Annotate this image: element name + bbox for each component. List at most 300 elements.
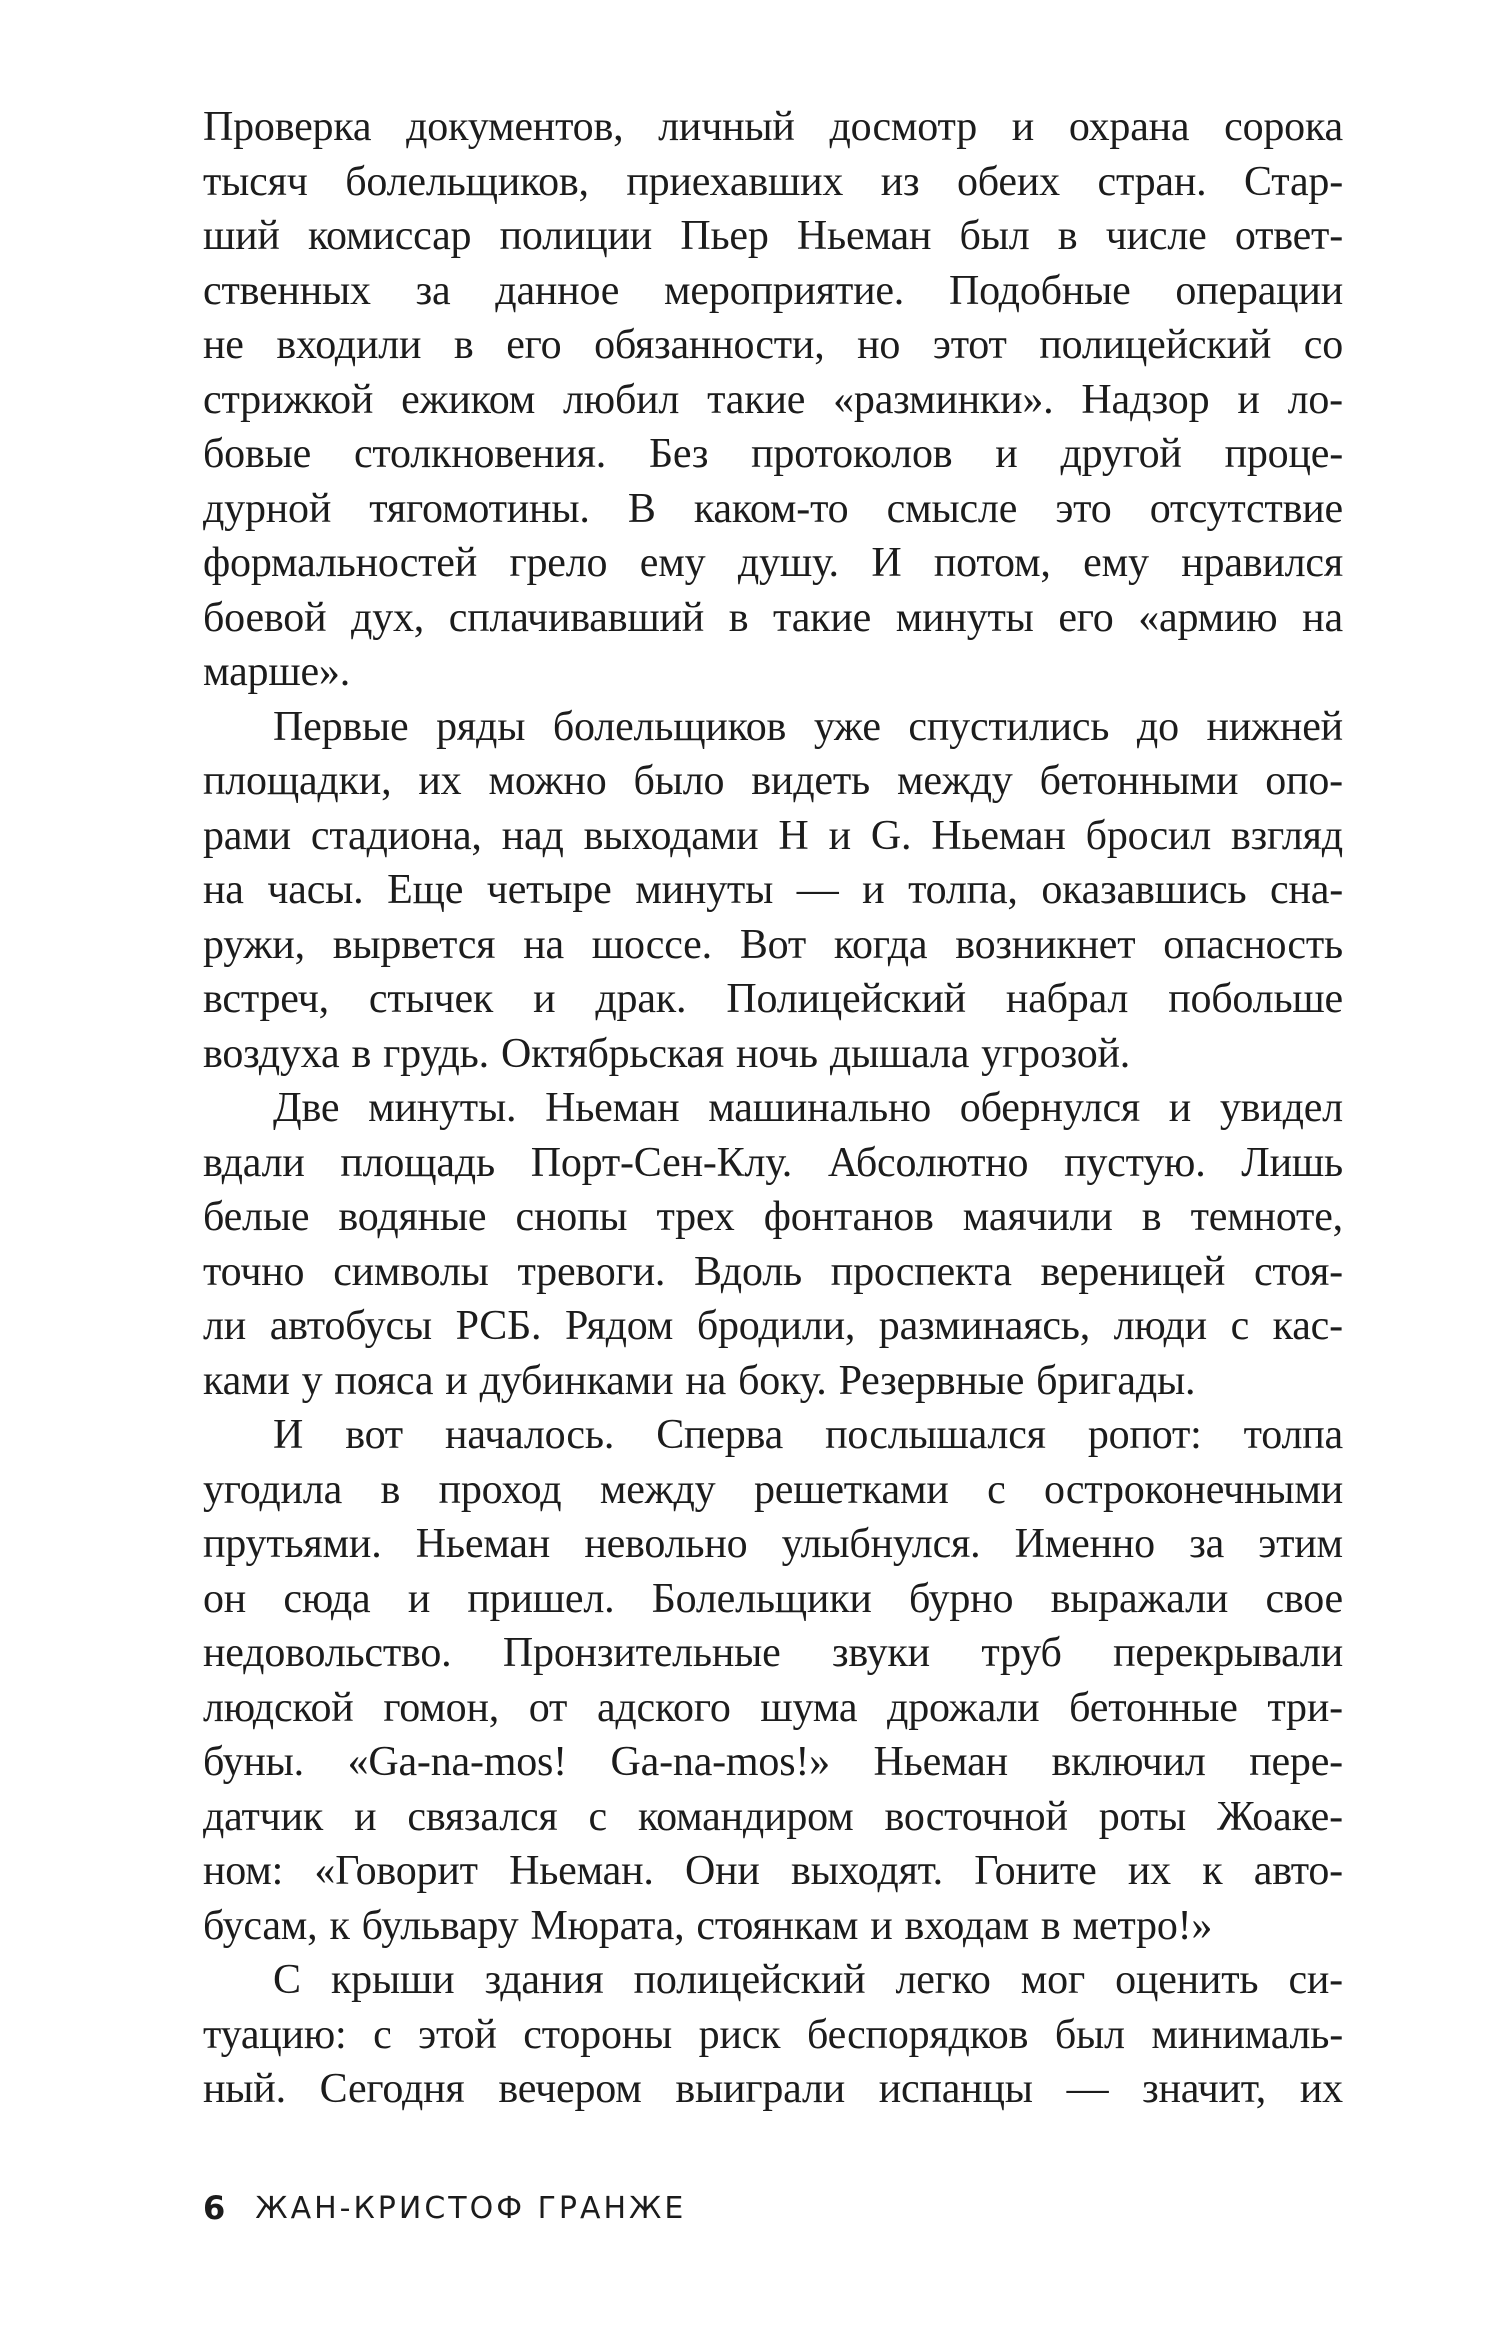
word: авто- bbox=[1253, 1848, 1343, 1894]
word: отсутствие bbox=[1149, 485, 1343, 532]
word: ли bbox=[203, 1303, 247, 1349]
word: вечером bbox=[498, 2066, 642, 2112]
word: улыбнулся. bbox=[781, 1521, 981, 1567]
word: потом, bbox=[933, 540, 1051, 586]
word: Сперва bbox=[656, 1412, 784, 1458]
word: между bbox=[599, 1466, 716, 1513]
word: минуты bbox=[635, 867, 774, 913]
word: входили bbox=[276, 322, 422, 368]
word: минуты. bbox=[368, 1085, 517, 1131]
word: душу. bbox=[737, 540, 839, 586]
word: остроконечными bbox=[1044, 1466, 1343, 1513]
word: Еще bbox=[387, 867, 464, 913]
running-title: ЖАН-КРИСТОФ ГРАНЖЕ bbox=[255, 2190, 687, 2226]
word: невольно bbox=[584, 1521, 748, 1567]
word: сплачивавший bbox=[448, 594, 705, 641]
word: набрал bbox=[1005, 976, 1129, 1022]
word: людской bbox=[203, 1684, 354, 1731]
word: дубинками bbox=[479, 1357, 674, 1404]
word: Вдоль bbox=[694, 1248, 802, 1295]
word: В bbox=[627, 485, 656, 532]
text-line bbox=[203, 1735, 1343, 1790]
word: началось. bbox=[445, 1412, 615, 1458]
word: H bbox=[778, 812, 809, 859]
word: Без bbox=[648, 431, 709, 477]
word: драк. bbox=[595, 976, 687, 1022]
word: ный. bbox=[203, 2066, 286, 2112]
word: на bbox=[1302, 594, 1343, 641]
text-line bbox=[203, 482, 1343, 537]
word: к bbox=[1202, 1848, 1223, 1894]
word: и bbox=[870, 1902, 893, 1949]
word: «Ga-na-mos! bbox=[347, 1739, 567, 1785]
word: оказавшись bbox=[1041, 867, 1247, 913]
word: этот bbox=[932, 322, 1007, 368]
word: значит, bbox=[1142, 2066, 1267, 2112]
word: Лишь bbox=[1241, 1139, 1343, 1186]
word: вырвется bbox=[332, 921, 496, 968]
word: но bbox=[857, 322, 901, 368]
word: связался bbox=[407, 1793, 558, 1840]
word: прутьями. bbox=[203, 1521, 382, 1567]
word: и bbox=[995, 431, 1018, 477]
word: вот bbox=[345, 1412, 403, 1458]
word: беспорядков bbox=[807, 2011, 1029, 2058]
word: туацию: bbox=[203, 2011, 347, 2058]
word: Рядом bbox=[564, 1303, 674, 1349]
word: спустились bbox=[908, 703, 1110, 750]
word: болельщиков, bbox=[345, 158, 589, 205]
word: выходами bbox=[583, 812, 759, 859]
word: си- bbox=[1288, 1957, 1343, 2003]
word: каком-то bbox=[693, 485, 849, 532]
word: дрожали bbox=[887, 1684, 1040, 1731]
word: вереницей bbox=[1040, 1248, 1226, 1295]
word: Сегодня bbox=[319, 2066, 465, 2112]
word: этой bbox=[418, 2011, 497, 2058]
text-line bbox=[203, 1899, 1343, 1954]
word: бетонными bbox=[1039, 758, 1239, 804]
word: бульвару bbox=[361, 1902, 519, 1949]
word: взгляд bbox=[1230, 812, 1343, 859]
word: Жоаке- bbox=[1216, 1793, 1343, 1840]
word: он bbox=[203, 1575, 247, 1622]
word: обернулся bbox=[959, 1085, 1141, 1131]
text-line bbox=[203, 1081, 1343, 1136]
word: выходят. bbox=[790, 1848, 943, 1894]
word: гомон, bbox=[383, 1684, 500, 1731]
word: когда bbox=[833, 921, 928, 968]
word: шума bbox=[760, 1684, 858, 1731]
word: Ньеман bbox=[545, 1085, 680, 1131]
word: фонтанов bbox=[763, 1194, 934, 1240]
word: мероприятие. bbox=[664, 267, 905, 314]
word: воздуха bbox=[203, 1030, 340, 1077]
word: можно bbox=[488, 758, 607, 804]
text-line bbox=[203, 1027, 1343, 1082]
word: испанцы bbox=[878, 2066, 1033, 2112]
word: бетонные bbox=[1069, 1684, 1238, 1731]
word: тревоги. bbox=[517, 1248, 666, 1295]
word: минималь- bbox=[1151, 2011, 1343, 2058]
word: «Говорит bbox=[314, 1848, 478, 1894]
word: Ga-na-mos!» bbox=[610, 1739, 830, 1785]
word: протоколов bbox=[751, 431, 953, 477]
word: метро!» bbox=[1072, 1902, 1213, 1949]
word: досмотр bbox=[829, 104, 978, 150]
text-line bbox=[203, 1299, 1343, 1354]
word: решетками bbox=[753, 1466, 949, 1513]
word: четыре bbox=[486, 867, 612, 913]
word: стоянкам bbox=[696, 1902, 859, 1949]
word: ряды bbox=[436, 703, 526, 750]
word: G. bbox=[870, 812, 912, 859]
word: на bbox=[523, 921, 564, 968]
word: угодила bbox=[203, 1466, 343, 1513]
word: Подобные bbox=[948, 267, 1131, 314]
word: включил bbox=[1051, 1739, 1206, 1785]
word: шоссе. bbox=[591, 921, 712, 968]
word: здания bbox=[484, 1957, 604, 2003]
word: Полицейский bbox=[726, 976, 966, 1022]
word: уже bbox=[813, 703, 881, 750]
word: их bbox=[1127, 1848, 1171, 1894]
text-line bbox=[203, 373, 1343, 428]
word: бовые bbox=[203, 431, 312, 477]
word: маячили bbox=[962, 1194, 1113, 1240]
word: обеих bbox=[957, 158, 1060, 205]
word: РСБ. bbox=[455, 1303, 542, 1349]
word: ружи, bbox=[203, 921, 305, 968]
text-line bbox=[203, 1463, 1343, 1518]
text-line bbox=[203, 809, 1343, 864]
word: видеть bbox=[751, 758, 870, 804]
word: столкновения. bbox=[353, 431, 607, 477]
word: опасность bbox=[1163, 921, 1343, 968]
word: в bbox=[453, 322, 474, 368]
word: Пьер bbox=[680, 213, 769, 259]
word: болельщиков bbox=[552, 703, 787, 750]
word: сорока bbox=[1224, 104, 1343, 150]
text-line bbox=[203, 754, 1343, 809]
word: три- bbox=[1267, 1684, 1343, 1731]
word: трех bbox=[656, 1194, 735, 1240]
word: ответ- bbox=[1234, 213, 1343, 259]
word: пришел. bbox=[467, 1575, 615, 1622]
word: перекрывали bbox=[1113, 1630, 1343, 1676]
word: Мюрата, bbox=[530, 1902, 685, 1949]
text-line bbox=[203, 1572, 1343, 1627]
word: и bbox=[862, 867, 885, 913]
text-line bbox=[203, 1844, 1343, 1899]
word: проход bbox=[438, 1466, 562, 1513]
word: и bbox=[533, 976, 556, 1022]
word: разминаясь, bbox=[878, 1303, 1091, 1349]
word: в bbox=[351, 1030, 372, 1077]
page-number: 6 bbox=[203, 2189, 226, 2227]
word: послышался bbox=[825, 1412, 1046, 1458]
word: стрижкой bbox=[203, 376, 374, 423]
word: смысле bbox=[886, 485, 1018, 532]
word: Пронзительные bbox=[502, 1630, 781, 1676]
word: встреч, bbox=[203, 976, 329, 1022]
word: и bbox=[828, 812, 851, 859]
word: Вот bbox=[739, 921, 807, 968]
word: «разминки». bbox=[833, 376, 1054, 423]
word: дурной bbox=[203, 485, 332, 532]
word: ло- bbox=[1287, 376, 1343, 423]
word: побольше bbox=[1168, 976, 1343, 1022]
word: буны. bbox=[203, 1739, 304, 1785]
word: возникнет bbox=[955, 921, 1136, 968]
word: за bbox=[1189, 1521, 1225, 1567]
word: стран. bbox=[1097, 158, 1207, 205]
word: «армию bbox=[1138, 594, 1278, 641]
text-line bbox=[203, 1354, 1343, 1409]
word: свое bbox=[1265, 1575, 1343, 1622]
word: между bbox=[896, 758, 1013, 804]
word: ему bbox=[1083, 540, 1149, 586]
word: такие bbox=[773, 594, 872, 641]
text-line bbox=[203, 1190, 1343, 1245]
word: площадь bbox=[340, 1139, 495, 1186]
word: Октябрьская bbox=[500, 1030, 724, 1077]
word: данное bbox=[495, 267, 620, 314]
text-line bbox=[203, 1517, 1343, 1572]
word: стадиона, bbox=[310, 812, 482, 859]
word: в bbox=[1040, 1902, 1061, 1949]
word: — bbox=[796, 867, 839, 913]
word: бродили, bbox=[696, 1303, 856, 1349]
word: сна- bbox=[1270, 867, 1343, 913]
word: точно bbox=[203, 1248, 305, 1295]
word: и bbox=[1011, 104, 1035, 150]
word: над bbox=[501, 812, 564, 859]
text-line bbox=[203, 700, 1343, 755]
word: И bbox=[273, 1412, 304, 1458]
word: полицейский bbox=[1039, 322, 1272, 368]
word: машинально bbox=[708, 1085, 932, 1131]
word: рами bbox=[203, 812, 291, 859]
word: восточной bbox=[884, 1793, 1068, 1840]
word: толпа, bbox=[908, 867, 1018, 913]
word: И bbox=[871, 540, 902, 586]
word: марше». bbox=[203, 649, 351, 695]
word: охрана bbox=[1068, 104, 1190, 150]
word: Они bbox=[684, 1848, 760, 1894]
word: риск bbox=[698, 2011, 781, 2058]
word: пустую. bbox=[1064, 1139, 1206, 1186]
word: Проверка bbox=[203, 104, 372, 150]
word: командиром bbox=[638, 1793, 854, 1840]
text-line bbox=[203, 645, 1343, 700]
word: Болельщики bbox=[651, 1575, 872, 1622]
word: пояса bbox=[334, 1357, 434, 1404]
word: грудь. bbox=[383, 1030, 489, 1077]
word: выиграли bbox=[675, 2066, 846, 2112]
word: люди bbox=[1113, 1303, 1207, 1349]
word: стороны bbox=[523, 2011, 673, 2058]
word: боевой bbox=[203, 594, 327, 641]
text-line bbox=[203, 536, 1343, 591]
word: недовольство. bbox=[203, 1630, 452, 1676]
word: труб bbox=[981, 1630, 1062, 1676]
word: Стар- bbox=[1244, 158, 1343, 205]
word: символы bbox=[333, 1248, 489, 1295]
word: кас- bbox=[1272, 1303, 1343, 1349]
text-line bbox=[203, 591, 1343, 646]
word: часы. bbox=[267, 867, 364, 913]
word: водяные bbox=[338, 1194, 487, 1240]
word: в bbox=[728, 594, 749, 641]
text-line bbox=[203, 2008, 1343, 2063]
word: бурно bbox=[909, 1575, 1014, 1622]
word: тягомотины. bbox=[369, 485, 590, 532]
word: нижней bbox=[1206, 703, 1343, 750]
text-line bbox=[203, 318, 1343, 373]
text-line bbox=[203, 427, 1343, 482]
text-line bbox=[203, 1136, 1343, 1191]
word: датчик bbox=[203, 1793, 324, 1840]
word: крыши bbox=[330, 1957, 455, 2003]
word: с bbox=[1230, 1303, 1250, 1349]
word: не bbox=[203, 322, 244, 368]
word: в bbox=[1141, 1194, 1162, 1240]
word: комиссар bbox=[307, 213, 472, 259]
word: Резервные bbox=[838, 1357, 1025, 1404]
word: увидел bbox=[1219, 1085, 1343, 1131]
word: бросил bbox=[1085, 812, 1211, 859]
word: у bbox=[301, 1357, 323, 1404]
word: адского bbox=[596, 1684, 731, 1731]
word: до bbox=[1136, 703, 1179, 750]
word: на bbox=[203, 867, 244, 913]
word: это bbox=[1055, 485, 1112, 532]
word: дух, bbox=[351, 594, 425, 641]
word: грело bbox=[509, 540, 608, 586]
word: его bbox=[506, 322, 562, 368]
text-line bbox=[203, 2062, 1343, 2117]
word: звуки bbox=[832, 1630, 930, 1676]
book-page-text bbox=[203, 100, 1343, 2180]
word: и bbox=[445, 1357, 468, 1404]
word: оценить bbox=[1115, 1957, 1259, 2003]
word: Ньеман bbox=[873, 1739, 1008, 1785]
word: другой bbox=[1060, 431, 1182, 477]
word: ропот: bbox=[1087, 1412, 1202, 1458]
word: бусам, bbox=[203, 1902, 318, 1949]
word: Надзор bbox=[1081, 376, 1210, 423]
word: с bbox=[987, 1466, 1006, 1513]
word: к bbox=[329, 1902, 350, 1949]
word: личный bbox=[658, 104, 795, 150]
text-line bbox=[203, 918, 1343, 973]
word: был bbox=[959, 213, 1030, 259]
word: такие bbox=[707, 376, 806, 423]
word: пере- bbox=[1249, 1739, 1343, 1785]
word: в bbox=[1057, 213, 1078, 259]
word: и bbox=[1168, 1085, 1192, 1131]
word: ему bbox=[639, 540, 706, 586]
word: с bbox=[373, 2011, 392, 2058]
word: документов, bbox=[406, 104, 624, 150]
text-line bbox=[203, 1626, 1343, 1681]
word: и bbox=[407, 1575, 431, 1622]
word: ками bbox=[203, 1357, 290, 1404]
text-line bbox=[203, 1245, 1343, 1300]
word: входам bbox=[904, 1902, 1029, 1949]
word: за bbox=[415, 267, 451, 314]
word: Ньеман bbox=[796, 213, 932, 259]
word: стычек bbox=[368, 976, 494, 1022]
word: выражали bbox=[1050, 1575, 1229, 1622]
word: Две bbox=[273, 1085, 340, 1131]
word: Порт-Сен-Клу. bbox=[530, 1139, 793, 1186]
text-line bbox=[203, 972, 1343, 1027]
word: и bbox=[1237, 376, 1260, 423]
word: проспекта bbox=[830, 1248, 1012, 1295]
word: формальностей bbox=[203, 540, 478, 586]
word: был bbox=[1054, 2011, 1125, 2058]
word: боку. bbox=[738, 1357, 827, 1404]
word: числе bbox=[1105, 213, 1207, 259]
text-line bbox=[203, 1681, 1343, 1736]
word: операции bbox=[1175, 267, 1343, 314]
word: со bbox=[1303, 322, 1343, 368]
word: любил bbox=[563, 376, 680, 423]
word: Ньеман bbox=[415, 1521, 551, 1567]
word: ежиком bbox=[401, 376, 536, 423]
word: с bbox=[588, 1793, 607, 1840]
word: их bbox=[1299, 2066, 1343, 2112]
word: белые bbox=[203, 1194, 310, 1240]
word: бригады. bbox=[1036, 1357, 1196, 1404]
text-line bbox=[203, 209, 1343, 264]
word: ном: bbox=[203, 1848, 284, 1894]
word: в bbox=[380, 1466, 401, 1513]
text-line bbox=[203, 1790, 1343, 1845]
word: дышала bbox=[829, 1030, 970, 1077]
text-line bbox=[203, 1953, 1343, 2008]
word: его bbox=[1058, 594, 1114, 641]
word: ночь bbox=[735, 1030, 818, 1077]
word: этим bbox=[1258, 1521, 1343, 1567]
word: Первые bbox=[273, 703, 409, 750]
word: ственных bbox=[203, 267, 371, 314]
word: снопы bbox=[515, 1194, 628, 1240]
word: их bbox=[418, 758, 462, 804]
word: угрозой. bbox=[981, 1030, 1131, 1077]
text-line bbox=[203, 1408, 1343, 1463]
word: приехавших bbox=[626, 158, 844, 205]
word: — bbox=[1066, 2066, 1109, 2112]
word: вдали bbox=[203, 1139, 305, 1186]
text-line bbox=[203, 264, 1343, 319]
word: нравился bbox=[1181, 540, 1343, 586]
word: опо- bbox=[1265, 758, 1343, 804]
word: от bbox=[528, 1684, 568, 1731]
text-line bbox=[203, 100, 1343, 155]
word: С bbox=[273, 1957, 301, 2003]
word: полиции bbox=[499, 213, 653, 259]
word: Ньеман. bbox=[509, 1848, 654, 1894]
word: легко bbox=[895, 1957, 991, 2003]
word: темноте, bbox=[1190, 1194, 1343, 1240]
word: роты bbox=[1098, 1793, 1186, 1840]
word: ший bbox=[203, 213, 280, 259]
word: было bbox=[633, 758, 725, 804]
word: площадки, bbox=[203, 758, 392, 804]
